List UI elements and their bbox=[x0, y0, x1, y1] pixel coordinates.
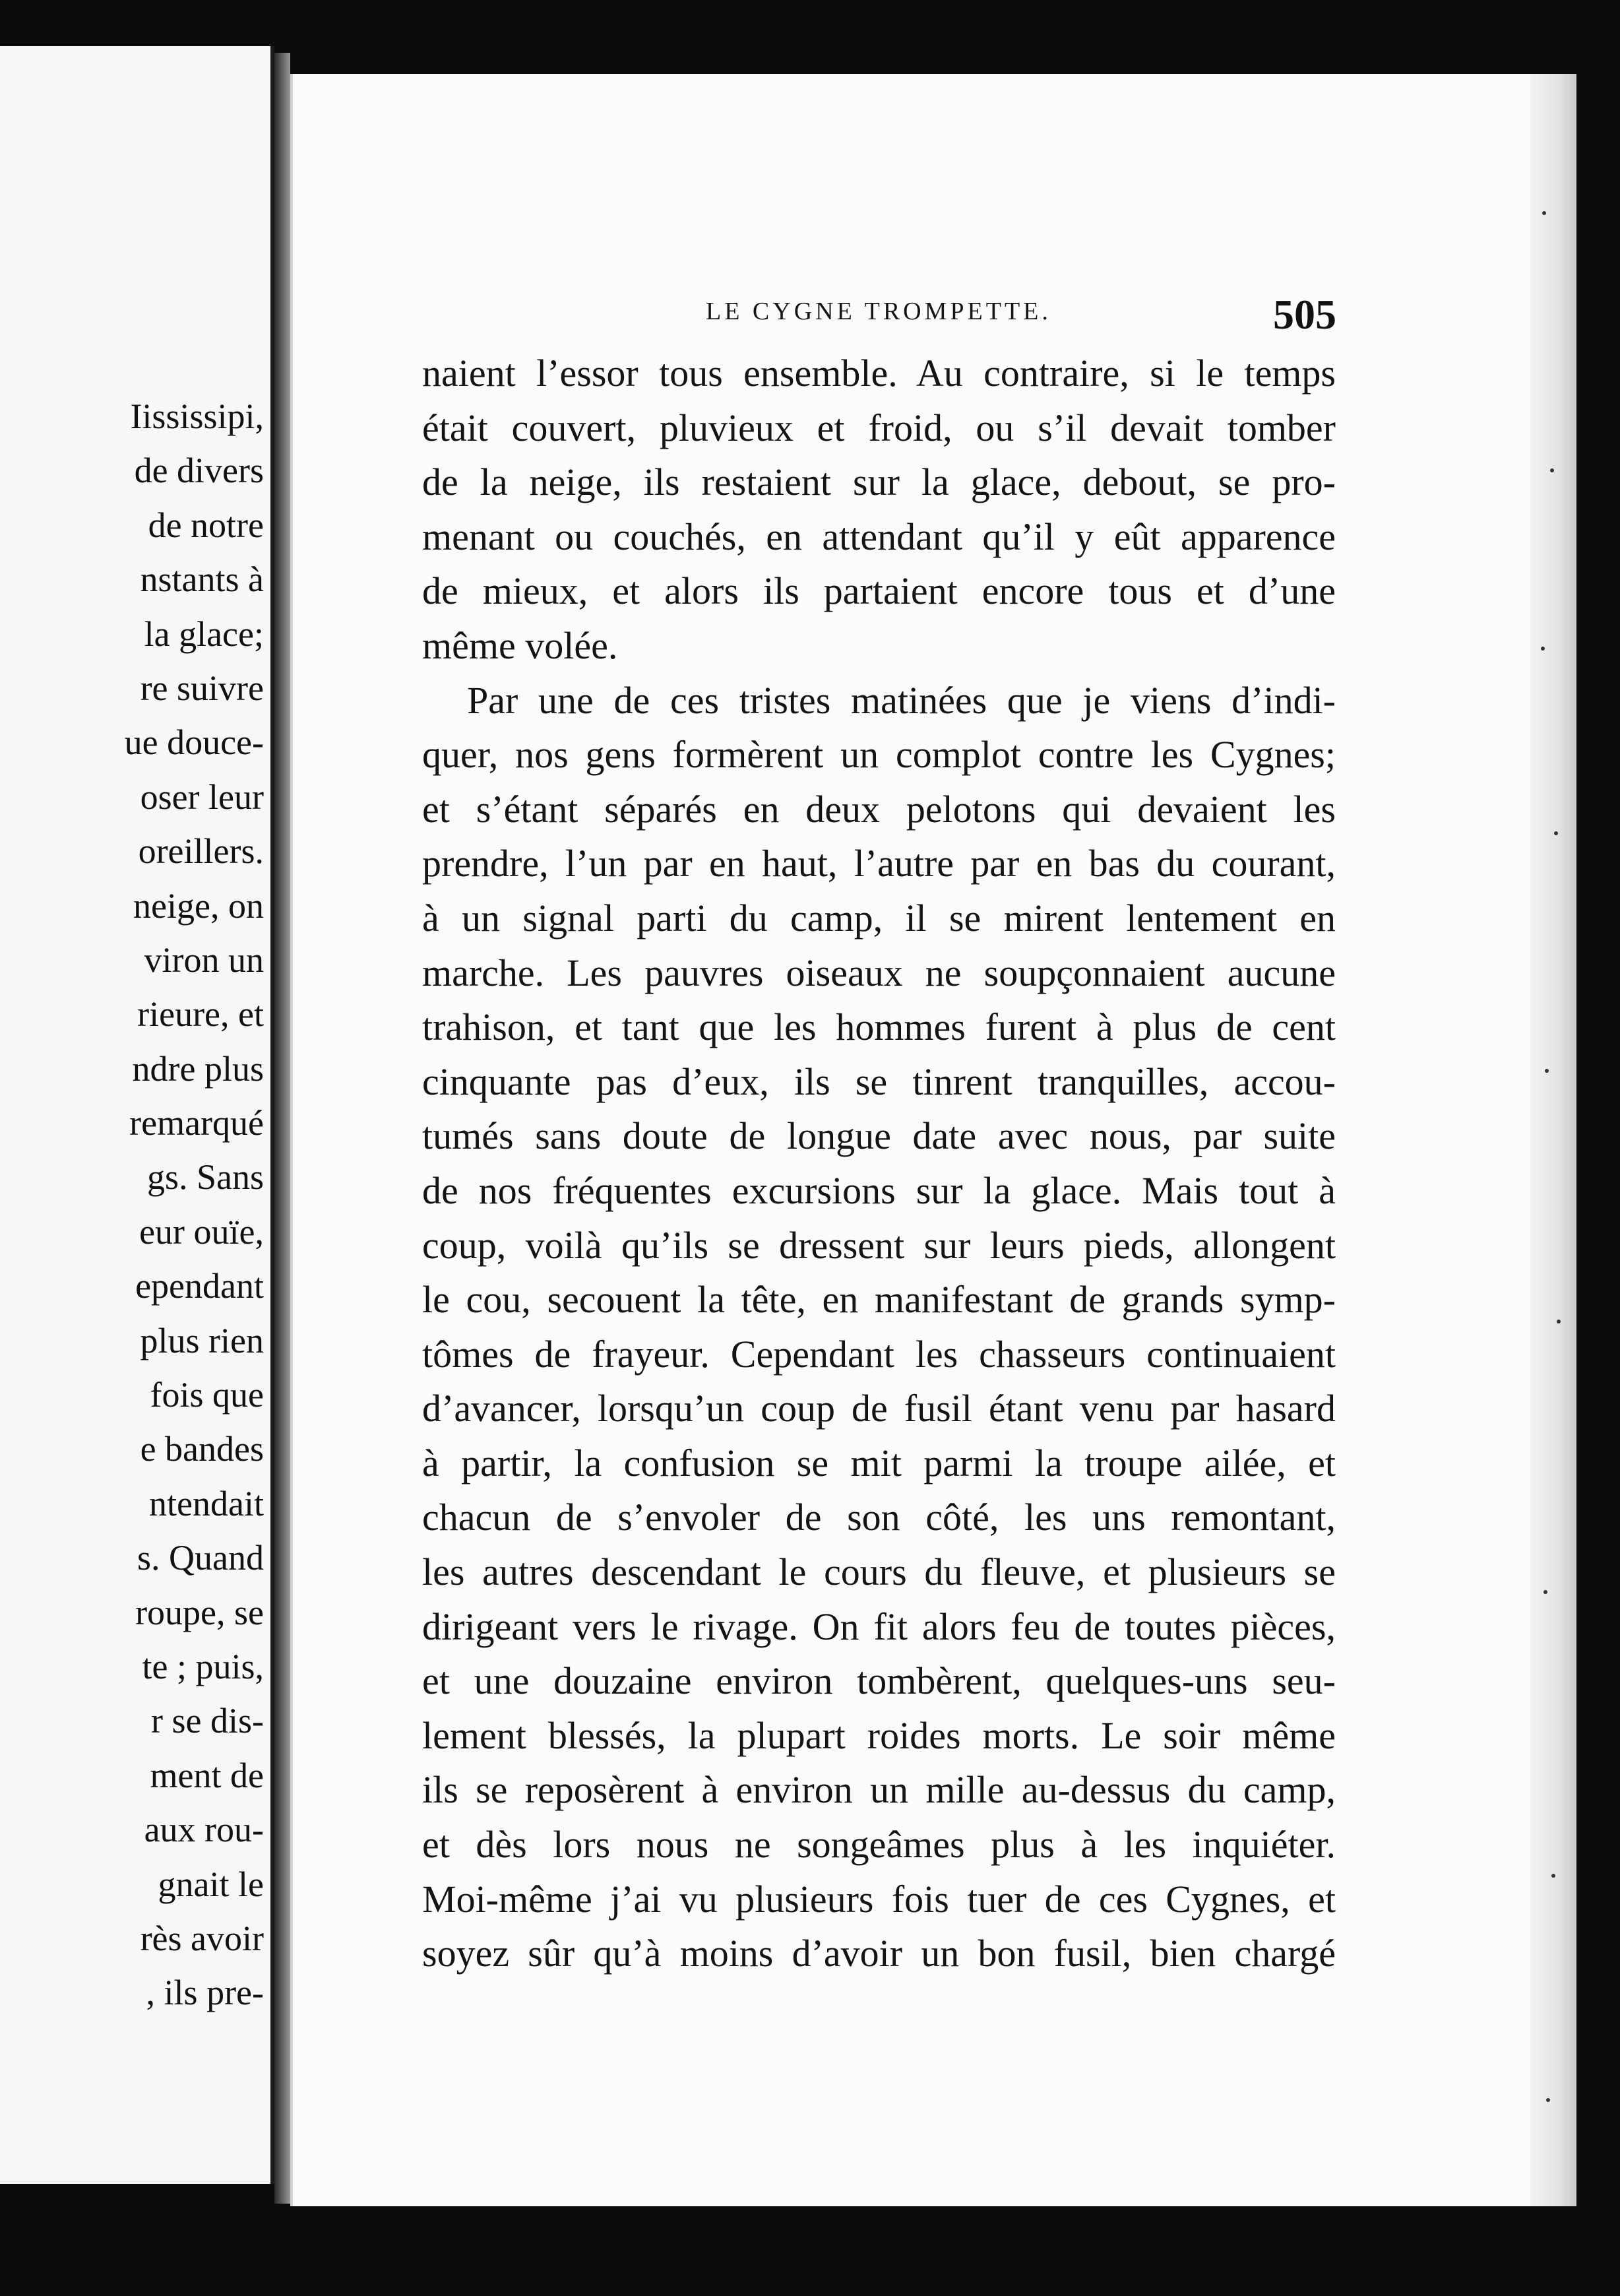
running-header bbox=[0, 290, 1620, 343]
scan-speck bbox=[1541, 647, 1545, 651]
prev-line: de divers bbox=[134, 451, 264, 491]
prev-line: ment de bbox=[150, 1755, 264, 1795]
prev-line: rieure, et bbox=[137, 994, 264, 1035]
text-line: tômes de frayeur. Cependant les chasseurs continuaient bbox=[422, 1332, 1336, 1376]
text-line: tumés sans doute de longue date avec nous, par suite bbox=[422, 1114, 1336, 1158]
text-line: lement blessés, la plupart roides morts. Le soir même bbox=[422, 1713, 1336, 1757]
scan-speck bbox=[1551, 1874, 1555, 1878]
text-line: de nos fréquentes excursions sur la glace. Mais tout à bbox=[422, 1168, 1336, 1212]
text-line: de la neige, ils restaient sur la glace, debout, se pro- bbox=[422, 461, 1336, 504]
prev-line: , ils pre- bbox=[146, 1973, 264, 2013]
text-line: coup, voilà qu’ils se dressent sur leurs pieds, allongent bbox=[422, 1223, 1336, 1267]
prev-line: gs. Sans bbox=[146, 1157, 264, 1197]
text-line: le cou, secouent la tête, en manifestant de grands symp- bbox=[422, 1278, 1336, 1322]
scan-speck bbox=[1545, 1069, 1549, 1073]
prev-line: de notre bbox=[148, 505, 264, 545]
prev-line: eur ouïe, bbox=[139, 1211, 264, 1252]
text-line: prendre, l’un par en haut, l’autre par en bas du courant, bbox=[422, 842, 1336, 885]
text-line: dirigeant vers le rivage. On fit alors feu de toutes pièces, bbox=[422, 1605, 1336, 1648]
prev-line: s. Quand bbox=[137, 1538, 264, 1578]
prev-line: rès avoir bbox=[140, 1918, 264, 1958]
text-line: trahison, et tant que les hommes furent à plus de cent bbox=[422, 1005, 1336, 1049]
prev-line: ependant bbox=[135, 1266, 264, 1306]
previous-page bbox=[0, 46, 274, 2184]
text-line: menant ou couchés, en attendant qu’il y eût apparence bbox=[422, 515, 1336, 558]
prev-line: ndre plus bbox=[132, 1048, 264, 1089]
text-line: et dès lors nous ne songeâmes plus à les inquiéter. bbox=[422, 1823, 1336, 1866]
prev-line: gnait le bbox=[158, 1864, 264, 1904]
text-line: était couvert, pluvieux et froid, ou s’il devait tomber bbox=[422, 406, 1336, 449]
prev-line: oreillers. bbox=[138, 831, 264, 872]
running-title: LE CYGNE TROMPETTE. bbox=[706, 298, 1051, 325]
scan-speck bbox=[1543, 1590, 1547, 1594]
text-line: à un signal parti du camp, il se mirent lentement en bbox=[422, 896, 1336, 940]
prev-line: r se dis- bbox=[151, 1701, 264, 1741]
text-line: à partir, la confusion se mit parmi la troupe ailée, et bbox=[422, 1441, 1336, 1484]
prev-line: re suivre bbox=[140, 668, 264, 708]
text-line: cinquante pas d’eux, ils se tinrent tranquilles, accou- bbox=[422, 1060, 1336, 1103]
text-line: chacun de s’envoler de son côté, les uns remontant, bbox=[422, 1496, 1336, 1539]
prev-line: ntendait bbox=[149, 1483, 264, 1523]
text-line: même volée. bbox=[422, 623, 618, 667]
scan-speck bbox=[1542, 211, 1546, 215]
prev-line: roupe, se bbox=[135, 1592, 264, 1632]
previous-page-text bbox=[125, 389, 264, 2020]
prev-line: neige, on bbox=[133, 885, 264, 926]
page-number: 505 bbox=[1273, 291, 1336, 338]
prev-line: aux rou- bbox=[144, 1810, 264, 1850]
scan-speck bbox=[1546, 2098, 1550, 2102]
prev-line: te ; puis, bbox=[142, 1646, 264, 1686]
text-line: les autres descendant le cours du fleuve, et plusieurs se bbox=[422, 1550, 1336, 1594]
text-line: Par une de ces tristes matinées que je viens d’indi- bbox=[467, 678, 1336, 722]
text-line: quer, nos gens formèrent un complot contre les Cygnes; bbox=[422, 733, 1336, 777]
text-line: Moi-même j’ai vu plusieurs fois tuer de ces Cygnes, et bbox=[422, 1877, 1336, 1921]
prev-line: Iississipi, bbox=[130, 397, 264, 436]
prev-line: viron un bbox=[144, 940, 264, 980]
scan-specks bbox=[1537, 66, 1576, 2217]
text-line: soyez sûr qu’à moins d’avoir un bon fusil, bien chargé bbox=[422, 1932, 1336, 1975]
text-line: de mieux, et alors ils partaient encore tous et d’une bbox=[422, 569, 1336, 613]
text-line: et une douzaine environ tombèrent, quelques-uns seu- bbox=[422, 1659, 1336, 1703]
prev-line: remarqué bbox=[129, 1103, 264, 1143]
text-line: marche. Les pauvres oiseaux ne soupçonnaient aucune bbox=[422, 951, 1336, 994]
prev-line: plus rien bbox=[140, 1320, 264, 1360]
scan-speck bbox=[1554, 831, 1558, 835]
prev-line: fois que bbox=[150, 1375, 264, 1415]
prev-line: ue douce- bbox=[124, 722, 264, 763]
text-line: ils se reposèrent à environ un mille au-dessus du camp, bbox=[422, 1768, 1336, 1812]
prev-line: la glace; bbox=[144, 614, 264, 654]
text-line: d’avancer, lorsqu’un coup de fusil étant venu par hasard bbox=[422, 1387, 1336, 1430]
scan-speck bbox=[1557, 1320, 1561, 1323]
prev-line: oser leur bbox=[140, 777, 264, 817]
scan-speck bbox=[1550, 468, 1554, 472]
prev-line: e bandes bbox=[140, 1429, 264, 1469]
book-gutter bbox=[274, 53, 290, 2204]
prev-line: nstants à bbox=[140, 559, 264, 600]
text-line: naient l’essor tous ensemble. Au contraire, si le temps bbox=[422, 352, 1336, 395]
text-line: et s’étant séparés en deux pelotons qui devaient les bbox=[422, 787, 1336, 831]
body-text bbox=[422, 346, 1336, 1981]
